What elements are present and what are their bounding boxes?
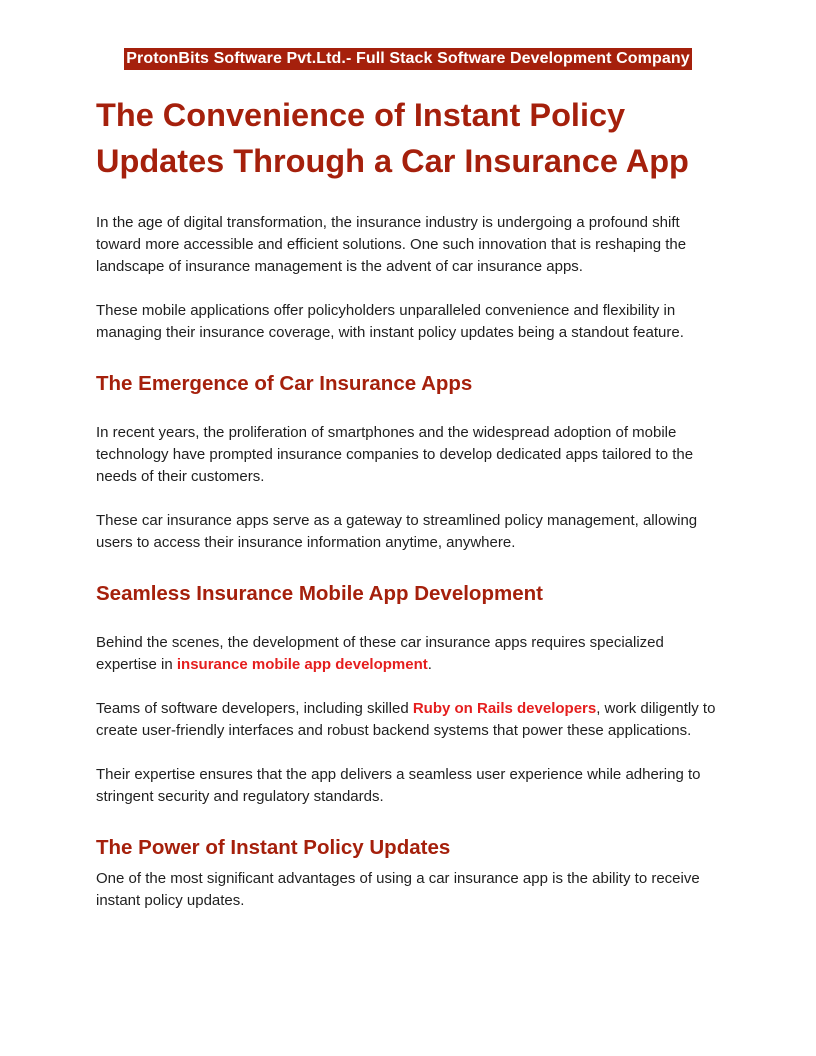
development-paragraph-1-end: .	[427, 656, 432, 673]
development-paragraph-1	[96, 632, 722, 676]
emergence-paragraph-1: In recent years, the proliferation of smartphones and the widespread adoption of mobile technology have prompted insurance companies to develop dedicated apps tailored to the needs of their customers.	[96, 424, 694, 485]
emergence-paragraph-2: These car insurance apps serve as a gateway to streamlined policy management, allowing users to access their insurance information anytime, anywhere.	[96, 512, 698, 551]
intro-paragraph-1: In the age of digital transformation, the insurance industry is undergoing a profound shift toward more accessible and efficient solutions. One such innovation that is reshaping the landscape of insurance management is the advent of car insurance apps.	[96, 214, 687, 275]
header-banner-container	[96, 48, 720, 70]
development-paragraph-2-end: , work diligently to create user-friendly interfaces and robust backend systems that power these applications.	[96, 700, 716, 739]
page-title: The Convenience of Instant Policy Updates Through a Car Insurance App	[96, 97, 689, 179]
intro-paragraph-2: These mobile applications offer policyholders unparalleled convenience and flexibility in managing their insurance coverage, with instant policy updates being a standout feature.	[96, 302, 684, 341]
development-paragraph-3: Their expertise ensures that the app delivers a seamless user experience while adhering to stringent security and regulatory standards.	[96, 766, 701, 805]
section-heading-emergence: The Emergence of Car Insurance Apps	[96, 372, 473, 395]
development-paragraph-2-text: Teams of software developers, including skilled	[96, 700, 413, 717]
development-paragraph-1-text: Behind the scenes, the development of these car insurance apps requires specialized expertise in	[96, 634, 664, 673]
section-heading-instant-updates: The Power of Instant Policy Updates	[96, 836, 451, 859]
company-banner: ProtonBits Software Pvt.Ltd.- Full Stack Software Development Company	[124, 48, 691, 70]
ruby-on-rails-developers-link[interactable]: Ruby on Rails developers	[412, 700, 597, 717]
insurance-app-development-link[interactable]: insurance mobile app development	[176, 656, 428, 673]
development-paragraph-2	[96, 698, 722, 742]
instant-updates-paragraph-1: One of the most significant advantages of using a car insurance app is the ability to receive instant policy updates.	[96, 870, 700, 909]
document-page	[96, 0, 722, 912]
section-heading-development: Seamless Insurance Mobile App Development	[96, 582, 543, 605]
